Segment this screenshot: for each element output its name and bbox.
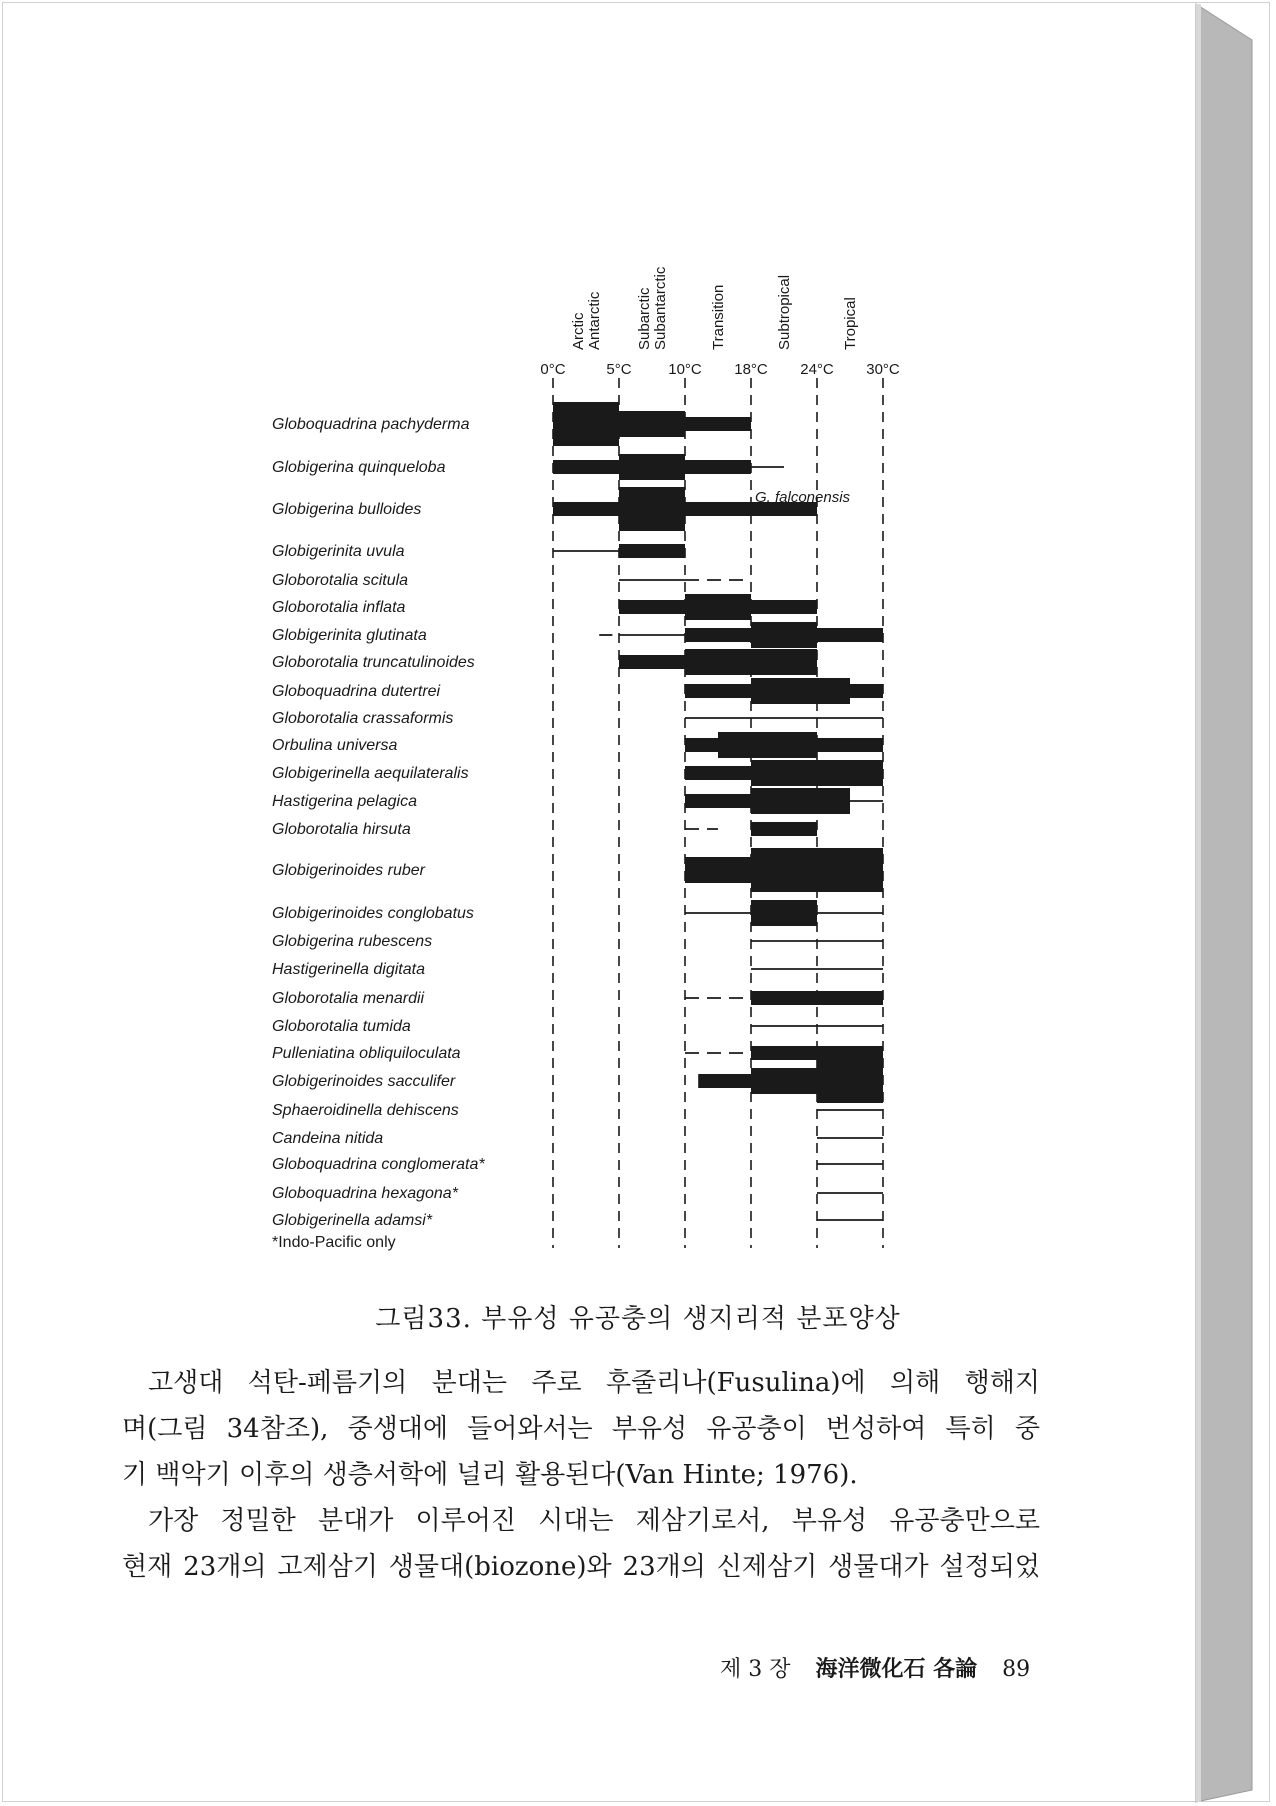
species-label: Globigerina rubescens	[272, 933, 433, 950]
range-bar	[619, 487, 685, 531]
range-bar	[817, 788, 850, 814]
range-bar	[751, 788, 817, 814]
species-label: Globigerinoides ruber	[272, 862, 425, 879]
species-label: Hastigerinella digitata	[272, 961, 425, 978]
paragraph-line: 가장 정밀한 분대가 이루어진 시대는 제삼기로서, 부유성 유공충만으로	[148, 1506, 1040, 1536]
temperature-label: 24°C	[800, 361, 834, 378]
range-bar	[751, 991, 883, 1005]
paragraph-2	[122, 1498, 1040, 1590]
paragraph-line: 며(그림 34참조), 중생대에 들어와서는 부유성 유공충이 번성하여 특히 중	[122, 1414, 1040, 1444]
page-number: 89	[1002, 1657, 1031, 1682]
range-bar	[685, 794, 751, 808]
range-bar	[553, 502, 619, 516]
zone-label: Subtropical	[776, 274, 793, 350]
range-bar	[619, 600, 685, 614]
range-note: G. falconensis	[755, 489, 851, 506]
species-label: Candeina nitida	[272, 1130, 384, 1147]
range-bar	[817, 848, 883, 892]
range-bar	[685, 857, 751, 883]
zone-label: Subantarctic	[652, 266, 669, 350]
range-bar	[685, 649, 817, 675]
range-bar	[850, 684, 883, 698]
temperature-label: 30°C	[866, 361, 900, 378]
temperature-label: 0°C	[540, 361, 566, 378]
paragraph-1	[122, 1360, 1040, 1498]
species-label: Globigerinoides sacculifer	[272, 1073, 456, 1090]
species-label: Globorotalia truncatulinoides	[272, 654, 475, 671]
species-label: Globigerina quinqueloba	[272, 459, 446, 476]
zone-label: Transition	[710, 284, 727, 350]
species-label: Globigerinella adamsi*	[272, 1212, 433, 1229]
temperature-label: 10°C	[668, 361, 702, 378]
range-bar	[619, 411, 685, 437]
range-bar	[698, 1074, 751, 1088]
chart-footnote: *Indo-Pacific only	[272, 1234, 396, 1251]
range-bar	[619, 655, 685, 669]
range-bar	[685, 738, 718, 752]
species-label: Sphaeroidinella dehiscens	[272, 1102, 459, 1119]
species-label: Globorotalia menardii	[272, 990, 425, 1007]
species-label: Globigerina bulloides	[272, 501, 422, 518]
figure-caption: 그림33. 부유성 유공충의 생지리적 분포양상	[375, 1304, 901, 1334]
range-bar	[553, 460, 619, 474]
range-bar	[751, 600, 817, 614]
species-label: Globorotalia crassaformis	[272, 710, 454, 727]
paragraph-line: 기 백악기 이후의 생층서학에 널리 활용된다(Van Hinte; 1976).	[122, 1460, 858, 1490]
range-bar	[685, 417, 751, 431]
range-bar	[685, 594, 751, 620]
range-bar	[751, 848, 817, 892]
range-bar	[685, 628, 751, 642]
paragraph-line: 고생대 석탄-페름기의 분대는 주로 후줄리나(Fusulina)에 의해 행해지	[148, 1368, 1040, 1398]
species-label: Globigerinoides conglobatus	[272, 905, 474, 922]
species-label: Globigerinita glutinata	[272, 627, 427, 644]
range-bar	[685, 502, 751, 516]
range-bar	[751, 678, 850, 704]
species-label: Globorotalia hirsuta	[272, 821, 411, 838]
footer-title-text: 海洋微化石 各論	[815, 1656, 978, 1682]
species-label: Globoquadrina conglomerata*	[272, 1156, 485, 1173]
species-label: Pulleniatina obliquiloculata	[272, 1045, 461, 1062]
species-label: Globoquadrina hexagona*	[272, 1185, 458, 1202]
temperature-label: 18°C	[734, 361, 768, 378]
species-label: Globorotalia scitula	[272, 572, 409, 589]
species-label: Globigerinella aequilateralis	[272, 765, 469, 782]
range-bar	[751, 900, 817, 926]
page-footer	[720, 1652, 1048, 1683]
species-label: Globorotalia tumida	[272, 1018, 411, 1035]
zone-label: Tropical	[842, 297, 859, 350]
species-label: Globigerinita uvula	[272, 543, 405, 560]
species-label: Hastigerina pelagica	[272, 793, 417, 810]
zone-label: Arctic	[570, 312, 587, 350]
range-bar	[553, 402, 619, 446]
range-bar	[751, 760, 817, 786]
footer-title	[816, 1657, 978, 1682]
range-bar	[619, 454, 685, 480]
range-bar	[619, 544, 685, 558]
range-bar	[817, 760, 883, 786]
range-bar	[817, 1059, 883, 1103]
range-bar	[685, 766, 751, 780]
zone-label: Subarctic	[636, 287, 653, 350]
range-bar	[751, 1046, 883, 1060]
zone-label: Antarctic	[586, 291, 603, 350]
range-bar	[685, 684, 751, 698]
range-bar	[751, 822, 817, 836]
range-bar	[685, 460, 751, 474]
range-bar	[718, 732, 817, 758]
species-label: Globoquadrina pachyderma	[272, 416, 470, 433]
range-bar	[751, 1068, 817, 1094]
range-bar	[817, 628, 883, 642]
species-label: Globorotalia inflata	[272, 599, 406, 616]
range-bar	[817, 738, 883, 752]
species-label: Globoquadrina dutertrei	[272, 683, 441, 700]
range-bar	[751, 622, 817, 648]
paragraph-line: 현재 23개의 고제삼기 생물대(biozone)와 23개의 신제삼기 생물대가 설정되었	[122, 1552, 1040, 1582]
species-label: Orbulina universa	[272, 737, 398, 754]
footer-chapter: 제 3 장	[720, 1657, 791, 1682]
temperature-label: 5°C	[606, 361, 632, 378]
